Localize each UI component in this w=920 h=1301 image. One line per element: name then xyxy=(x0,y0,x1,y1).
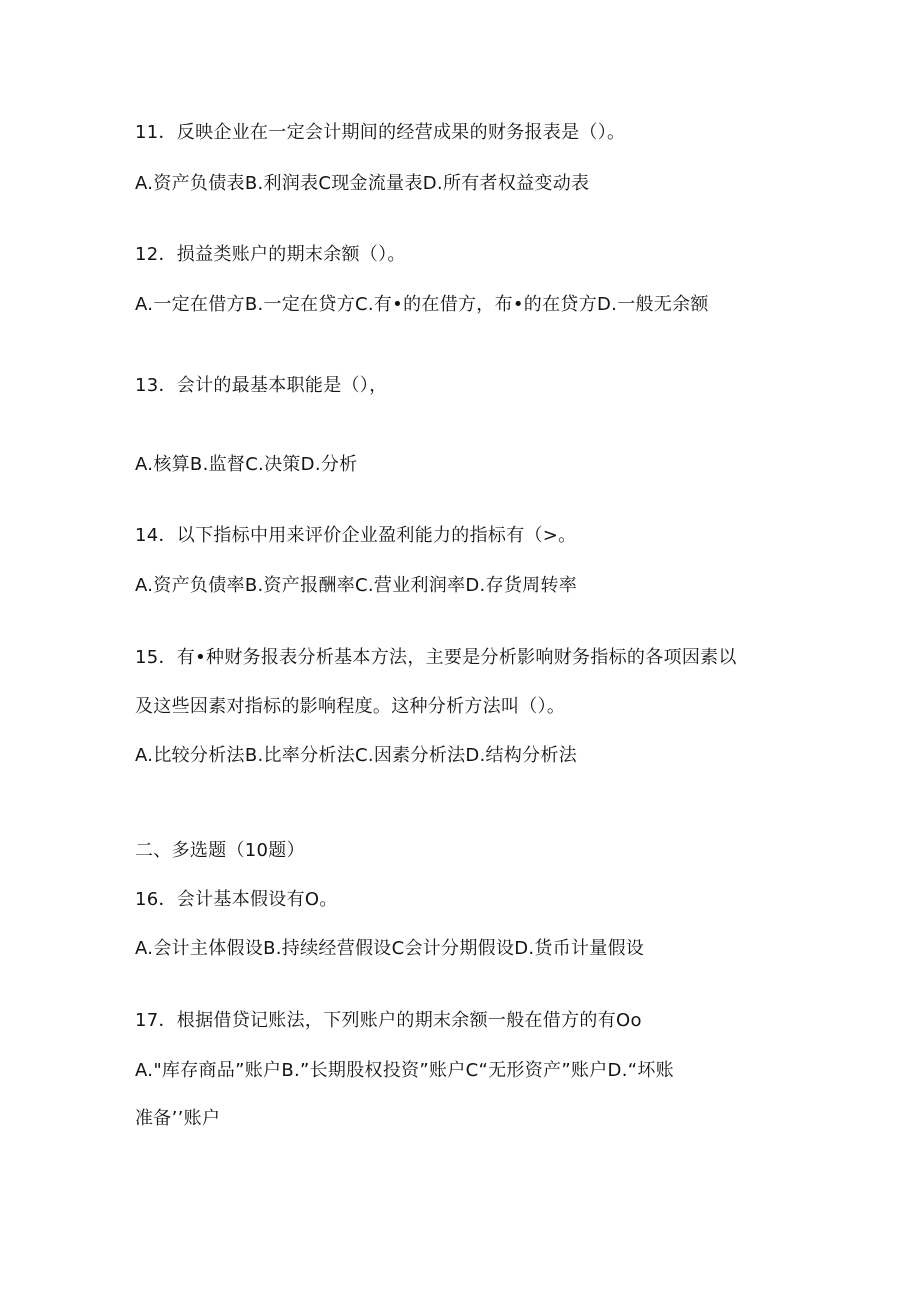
question-11-options: A.资产负债表B.利润表C现金流量表D.所有者权益变动表 xyxy=(135,173,590,194)
question-17-options-line1: A."库存商品”账户B.”长期股权投资”账户C“无形资产”账户D.“坏账 xyxy=(135,1060,674,1081)
question-16-options: A.会计主体假设B.持续经营假设C会计分期假设D.货币计量假设 xyxy=(135,938,645,959)
question-15-options: A.比较分析法B.比率分析法C.因素分析法D.结构分析法 xyxy=(135,745,578,766)
question-11-stem: 11．反映企业在一定会计期间的经营成果的财务报表是（）。 xyxy=(135,122,626,143)
question-14-stem: 14．以下指标中用来评价企业盈利能力的指标有（>。 xyxy=(135,525,577,546)
question-13-stem: 13．会计的最基本职能是（）， xyxy=(135,375,388,396)
question-12-stem: 12．损益类账户的期末余额（）。 xyxy=(135,244,406,265)
question-13-options: A.核算B.监督C.决策D.分析 xyxy=(135,454,358,475)
question-16-stem: 16．会计基本假设有O。 xyxy=(135,889,338,910)
question-17-options-line2: 准备’’账户 xyxy=(135,1108,221,1129)
section-title: 二、多选题（10题） xyxy=(135,840,305,861)
question-15-stem-line1: 15．有•种财务报表分析基本方法，主要是分析影响财务指标的各项因素以 xyxy=(135,647,737,668)
question-14-options: A.资产负债率B.资产报酬率C.营业利润率D.存货周转率 xyxy=(135,575,578,596)
question-12-options: A.一定在借方B.一定在贷方C.有•的在借方，布•的在贷方D.一般无余额 xyxy=(135,294,709,315)
question-15-stem-line2: 及这些因素对指标的影响程度。这种分析方法叫（）。 xyxy=(135,696,566,717)
question-17-stem: 17．根据借贷记账法，下列账户的期末余额一般在借方的有Oo xyxy=(135,1010,642,1031)
